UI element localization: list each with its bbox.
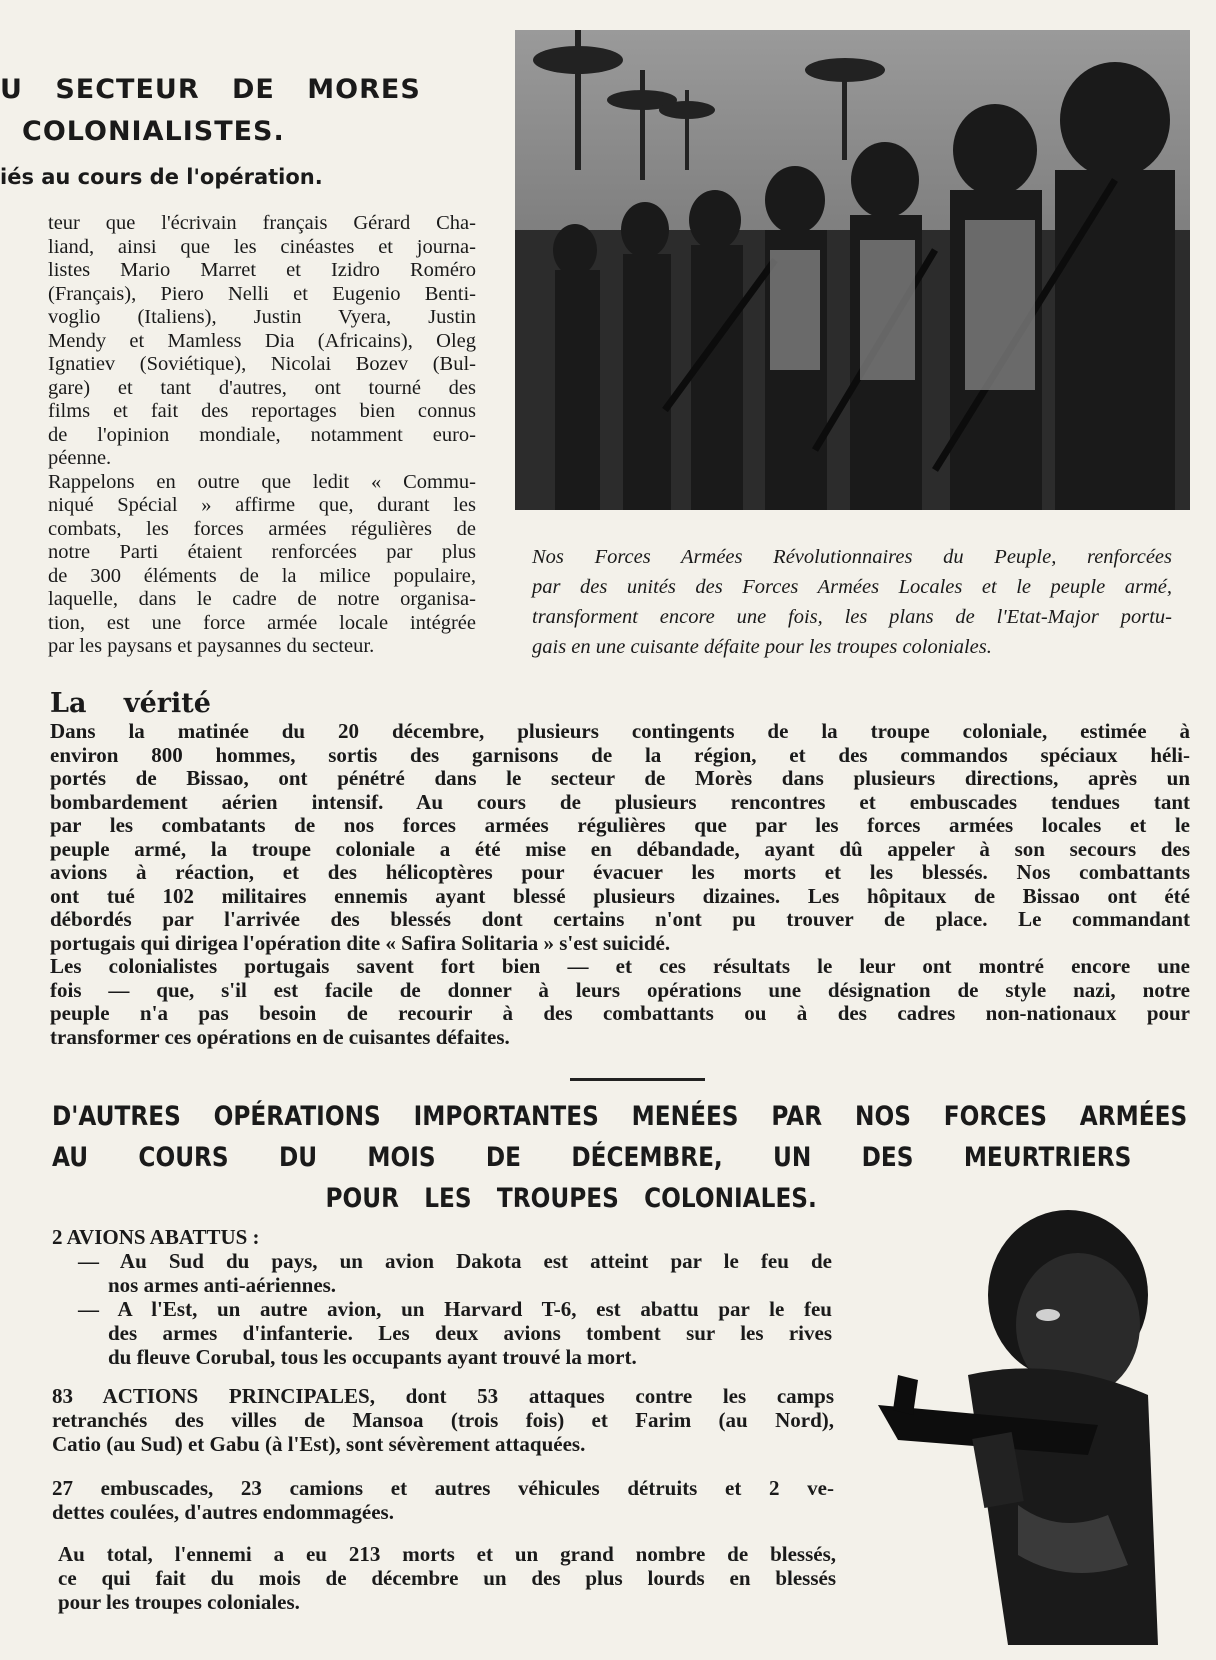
total-line: pour les troupes coloniales. (58, 1590, 300, 1614)
verite-line: bombardement aérien intensif. Au cours de plusieurs rencontres et embuscades tendues tant (50, 789, 1190, 814)
operations-heading-line: D'AUTRES OPÉRATIONS IMPORTANTES MENÉES PAR NOS FORCES ARMÉES (52, 1101, 1188, 1132)
verite-line: ont tué 102 militaires ennemis ayant blessé plusieurs dizaines. Les hôpitaux de Bissao ont été (50, 883, 1190, 908)
total-line: Au total, l'ennemi a eu 213 morts et un grand nombre de blessés, (58, 1542, 836, 1566)
embuscades-paragraph (52, 1476, 834, 1524)
avions-item-line: du fleuve Corubal, tous les occupants ayant trouvé la mort. (108, 1345, 637, 1369)
avions-list (52, 1249, 832, 1369)
soldiers-photo-graphic (515, 30, 1190, 510)
actions-line: Catio (au Sud) et Gabu (à l'Est), sont sévèrement attaquées. (52, 1432, 586, 1456)
avions-title: 2 AVIONS ABATTUS : (52, 1225, 260, 1249)
left-column-line: de 300 éléments de la milice populaire, (48, 564, 476, 587)
actions-line: 83 ACTIONS PRINCIPALES, dont 53 attaques contre les camps (52, 1384, 834, 1408)
embuscades-line: 27 embuscades, 23 camions et autres véhicules détruits et 2 ve- (52, 1476, 834, 1500)
embuscades-line: dettes coulées, d'autres endommagées. (52, 1500, 394, 1524)
left-column-line: teur que l'écrivain français Gérard Cha- (48, 212, 476, 234)
left-column-line: gare) et tant d'autres, ont tourné des (48, 376, 476, 399)
avions-item-line: nos armes anti-aériennes. (108, 1273, 337, 1297)
verite-paragraph (50, 720, 1190, 1049)
avions-item-line: — A l'Est, un autre avion, un Harvard T-6, est abattu par le feu (78, 1297, 832, 1321)
left-column-line: Rappelons en outre que ledit « Commu- (48, 470, 476, 493)
caption-line: par des unités des Forces Armées Locales et le peuple armé, (532, 576, 1172, 598)
verite-line: débordés par l'arrivée des blessés dont certains n'ont pu trouver de place. Le commandant (50, 907, 1190, 931)
verite-line: Dans la matinée du 20 décembre, plusieurs contingents de la troupe coloniale, estimée à (50, 719, 1190, 743)
left-column-line: de l'opinion mondiale, notamment euro- (48, 423, 476, 446)
left-column-line: laquelle, dans le cadre de notre organisa- (48, 588, 476, 610)
avions-item-line: — Au Sud du pays, un avion Dakota est atteint par le feu de (78, 1249, 832, 1273)
headline-line-1: U SECTEUR DE MORES (0, 74, 421, 105)
left-column-line: combats, les forces armées régulières de (48, 517, 476, 540)
fighter-photo (858, 1205, 1188, 1645)
caption-line: Nos Forces Armées Révolutionnaires du Peuple, renforcées (532, 546, 1172, 568)
actions-line: retranchés des villes de Mansoa (trois fois) et Farim (au Nord), (52, 1408, 834, 1432)
section-title-verite: La vérité (50, 688, 211, 719)
photo-caption (532, 542, 1172, 662)
verite-line: fois — que, s'il est facile de donner à leurs opérations une désignation de style nazi, notre (50, 977, 1190, 1002)
verite-line: transformer ces opérations en de cuisantes défaites. (50, 1024, 510, 1049)
left-column-line: péenne. (48, 447, 112, 469)
left-column-line: voglio (Italiens), Justin Vyera, Justin (48, 306, 476, 328)
left-column-line: films et fait des reportages bien connus (48, 400, 476, 422)
caption-line: transforment encore une fois, les plans de l'Etat-Major portu- (532, 606, 1172, 628)
verite-line: peuple armé, la troupe coloniale a été mise en débandade, ayant dû appeler à son secours des (50, 836, 1190, 861)
avions-section (52, 1225, 832, 1369)
section-divider (570, 1078, 705, 1081)
left-column-line: (Français), Piero Nelli et Eugenio Benti- (48, 282, 476, 305)
soldiers-photo (515, 30, 1190, 510)
left-column-line: liand, ainsi que les cinéastes et journa- (48, 235, 476, 258)
verite-line: portugais qui dirigea l'opération dite « Safira Solitaria » s'est suicidé. (50, 930, 671, 955)
left-column-line: tion, est une force armée locale intégrée (48, 611, 476, 634)
total-line: ce qui fait du mois de décembre un des plus lourds en blessés (58, 1566, 836, 1590)
left-column-line: notre Parti étaient renforcées par plus (48, 541, 476, 563)
verite-line: avions à réaction, et des hélicoptères pour évacuer les morts et les blessés. Nos combattants (50, 860, 1190, 884)
caption-line: gais en une cuisante défaite pour les troupes coloniales. (532, 636, 992, 658)
operations-heading-line: POUR LES TROUPES COLONIALES. (325, 1183, 817, 1214)
left-column-line: par les paysans et paysannes du secteur. (48, 635, 375, 657)
actions-paragraph (52, 1384, 834, 1456)
left-column-line: listes Mario Marret et Izidro Roméro (48, 259, 476, 281)
operations-heading (52, 1096, 1187, 1219)
left-column-line: Mendy et Mamless Dia (Africains), Oleg (48, 329, 476, 352)
total-paragraph (58, 1542, 836, 1614)
fighter-photo-graphic (858, 1205, 1188, 1645)
verite-line: peuple n'a pas besoin de recourir à des combattants ou à des cadres non-nationaux pour (50, 1001, 1190, 1025)
headline-subtitle: iés au cours de l'opération. (0, 165, 323, 189)
verite-line: Les colonialistes portugais savent fort bien — et ces résultats le leur ont montré encore une (50, 954, 1190, 978)
verite-line: environ 800 hommes, sortis des garnisons de la région, et des commandos spéciaux héli- (50, 742, 1190, 767)
left-column-line: Ignatiev (Soviétique), Nicolai Bozev (Bul- (48, 353, 476, 375)
left-column-line: niqué Spécial » affirme que, durant les (48, 494, 476, 516)
verite-line: par les combatants de nos forces armées régulières que par les forces armées locales et le (50, 813, 1190, 837)
headline-line-2: COLONIALISTES. (22, 116, 285, 147)
operations-heading-line: AU COURS DU MOIS DE DÉCEMBRE, UN DES MEURTRIERS (52, 1142, 1132, 1173)
avions-item-line: des armes d'infanterie. Les deux avions tombent sur les rives (108, 1321, 832, 1345)
verite-line: portés de Bissao, ont pénétré dans le secteur de Morès dans plusieurs directions, après un (50, 766, 1190, 790)
left-column-text (48, 212, 476, 659)
